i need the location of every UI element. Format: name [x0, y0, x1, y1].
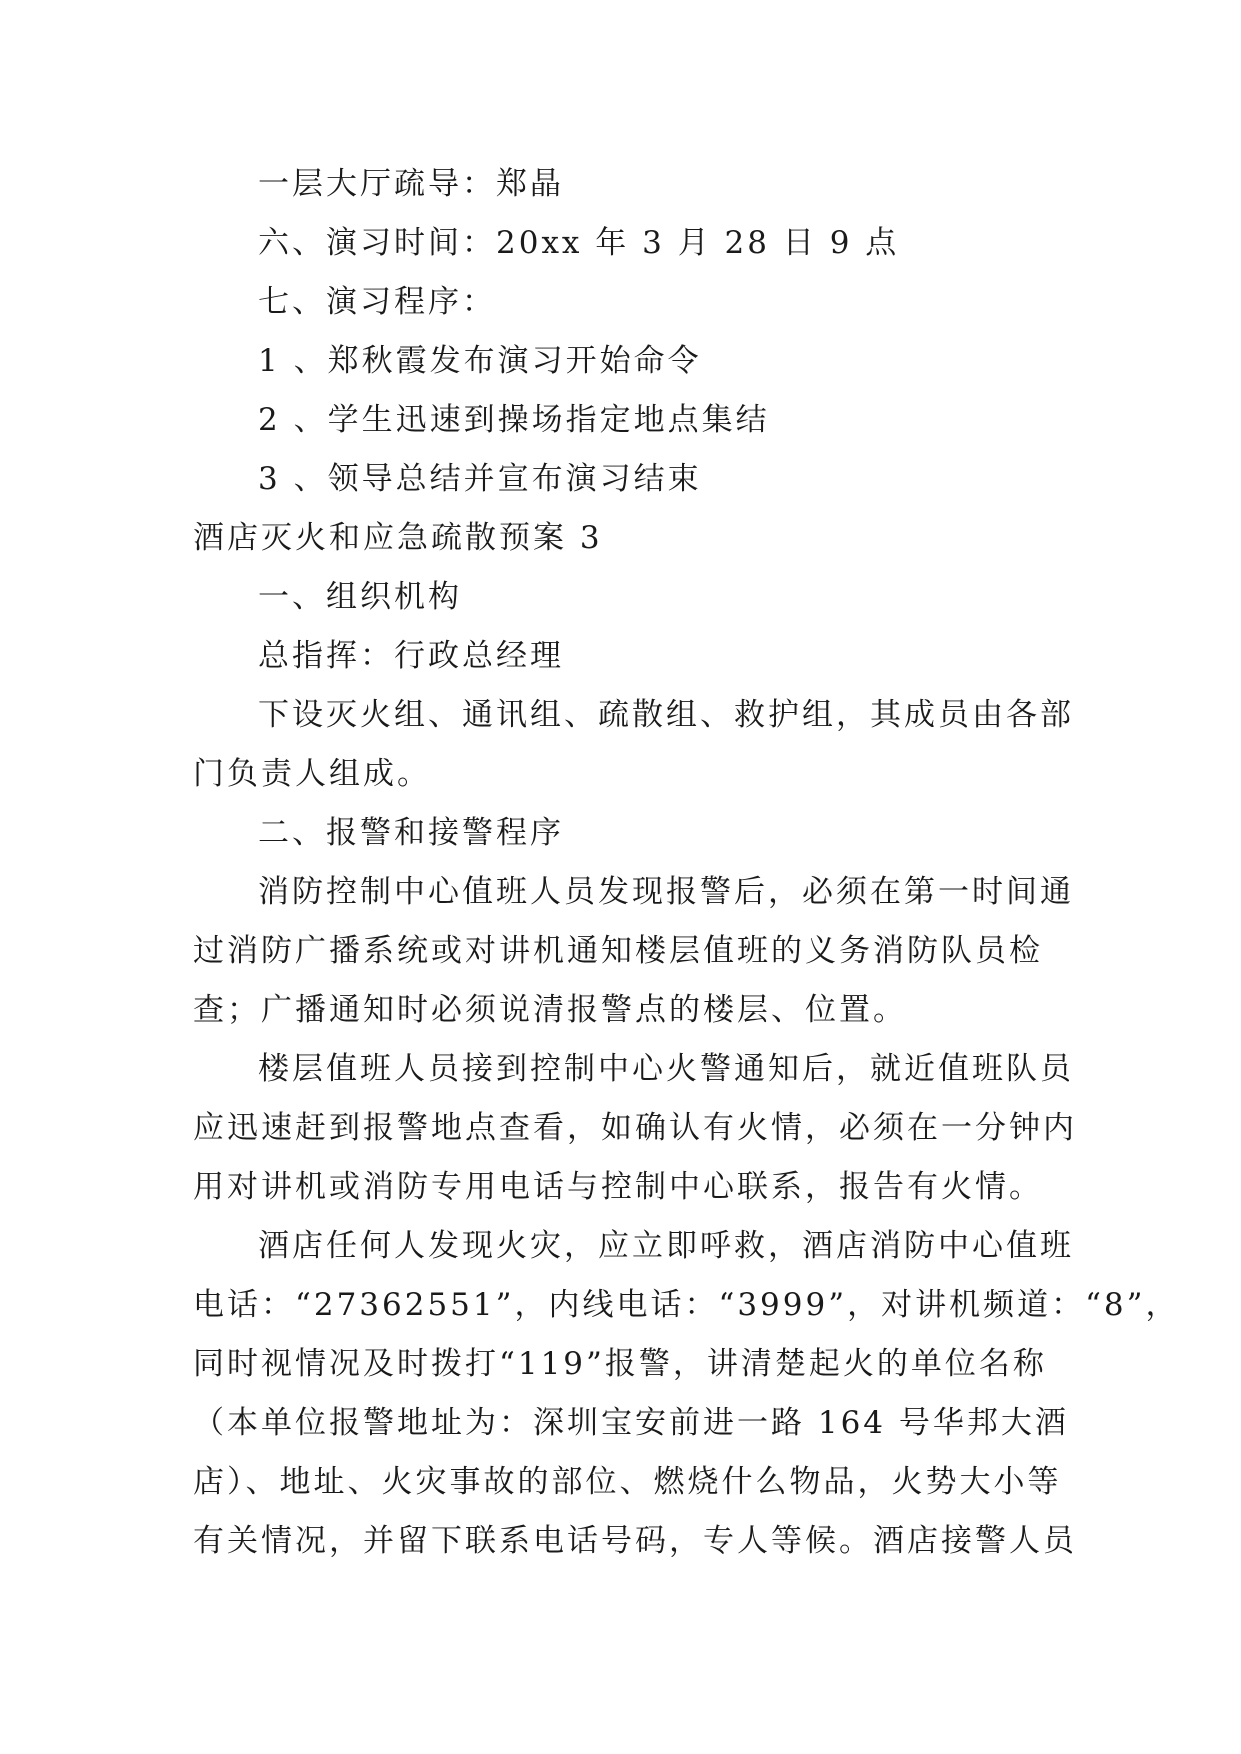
paragraph-line: 同时视情况及时拨打“119”报警，讲清楚起火的单位名称	[193, 1346, 1047, 1382]
paragraph-line: 酒店任何人发现火灾，应立即呼救，酒店消防中心值班	[258, 1228, 1074, 1264]
paragraph-line: 下设灭火组、通讯组、疏散组、救护组，其成员由各部	[258, 697, 1074, 733]
section-heading: 一、组织机构	[258, 579, 462, 615]
text-line: 七、演习程序：	[258, 284, 496, 320]
text-line: 六、演习时间：20xx 年 3 月 28 日 9 点	[258, 225, 900, 261]
paragraph-line: （本单位报警地址为：深圳宝安前进一路 164 号华邦大酒	[193, 1405, 1069, 1441]
paragraph-line: 用对讲机或消防专用电话与控制中心联系，报告有火情。	[193, 1169, 1043, 1205]
text-line: 一层大厅疏导：郑晶	[258, 166, 564, 202]
paragraph-line: 有关情况，并留下联系电话号码，专人等候。酒店接警人员	[193, 1523, 1077, 1559]
section-title: 酒店灭火和应急疏散预案 3	[193, 520, 603, 556]
section-heading: 二、报警和接警程序	[258, 815, 564, 851]
list-item: 1 、郑秋霞发布演习开始命令	[258, 343, 702, 379]
text-line: 总指挥：行政总经理	[258, 638, 564, 674]
paragraph-line: 店）、地址、火灾事故的部位、燃烧什么物品，火势大小等	[193, 1464, 1062, 1500]
paragraph-line: 消防控制中心值班人员发现报警后，必须在第一时间通	[258, 874, 1074, 910]
paragraph-line: 门负责人组成。	[193, 756, 431, 792]
paragraph-line: 电话：“27362551”，内线电话：“3999”，对讲机频道：“8”，	[193, 1287, 1180, 1323]
list-item: 2 、学生迅速到操场指定地点集结	[258, 402, 770, 438]
paragraph-line: 应迅速赶到报警地点查看，如确认有火情，必须在一分钟内	[193, 1110, 1077, 1146]
paragraph-line: 楼层值班人员接到控制中心火警通知后，就近值班队员	[258, 1051, 1074, 1087]
paragraph-line: 查；广播通知时必须说清报警点的楼层、位置。	[193, 992, 907, 1028]
paragraph-line: 过消防广播系统或对讲机通知楼层值班的义务消防队员检	[193, 933, 1043, 969]
list-item: 3 、领导总结并宣布演习结束	[258, 461, 702, 497]
